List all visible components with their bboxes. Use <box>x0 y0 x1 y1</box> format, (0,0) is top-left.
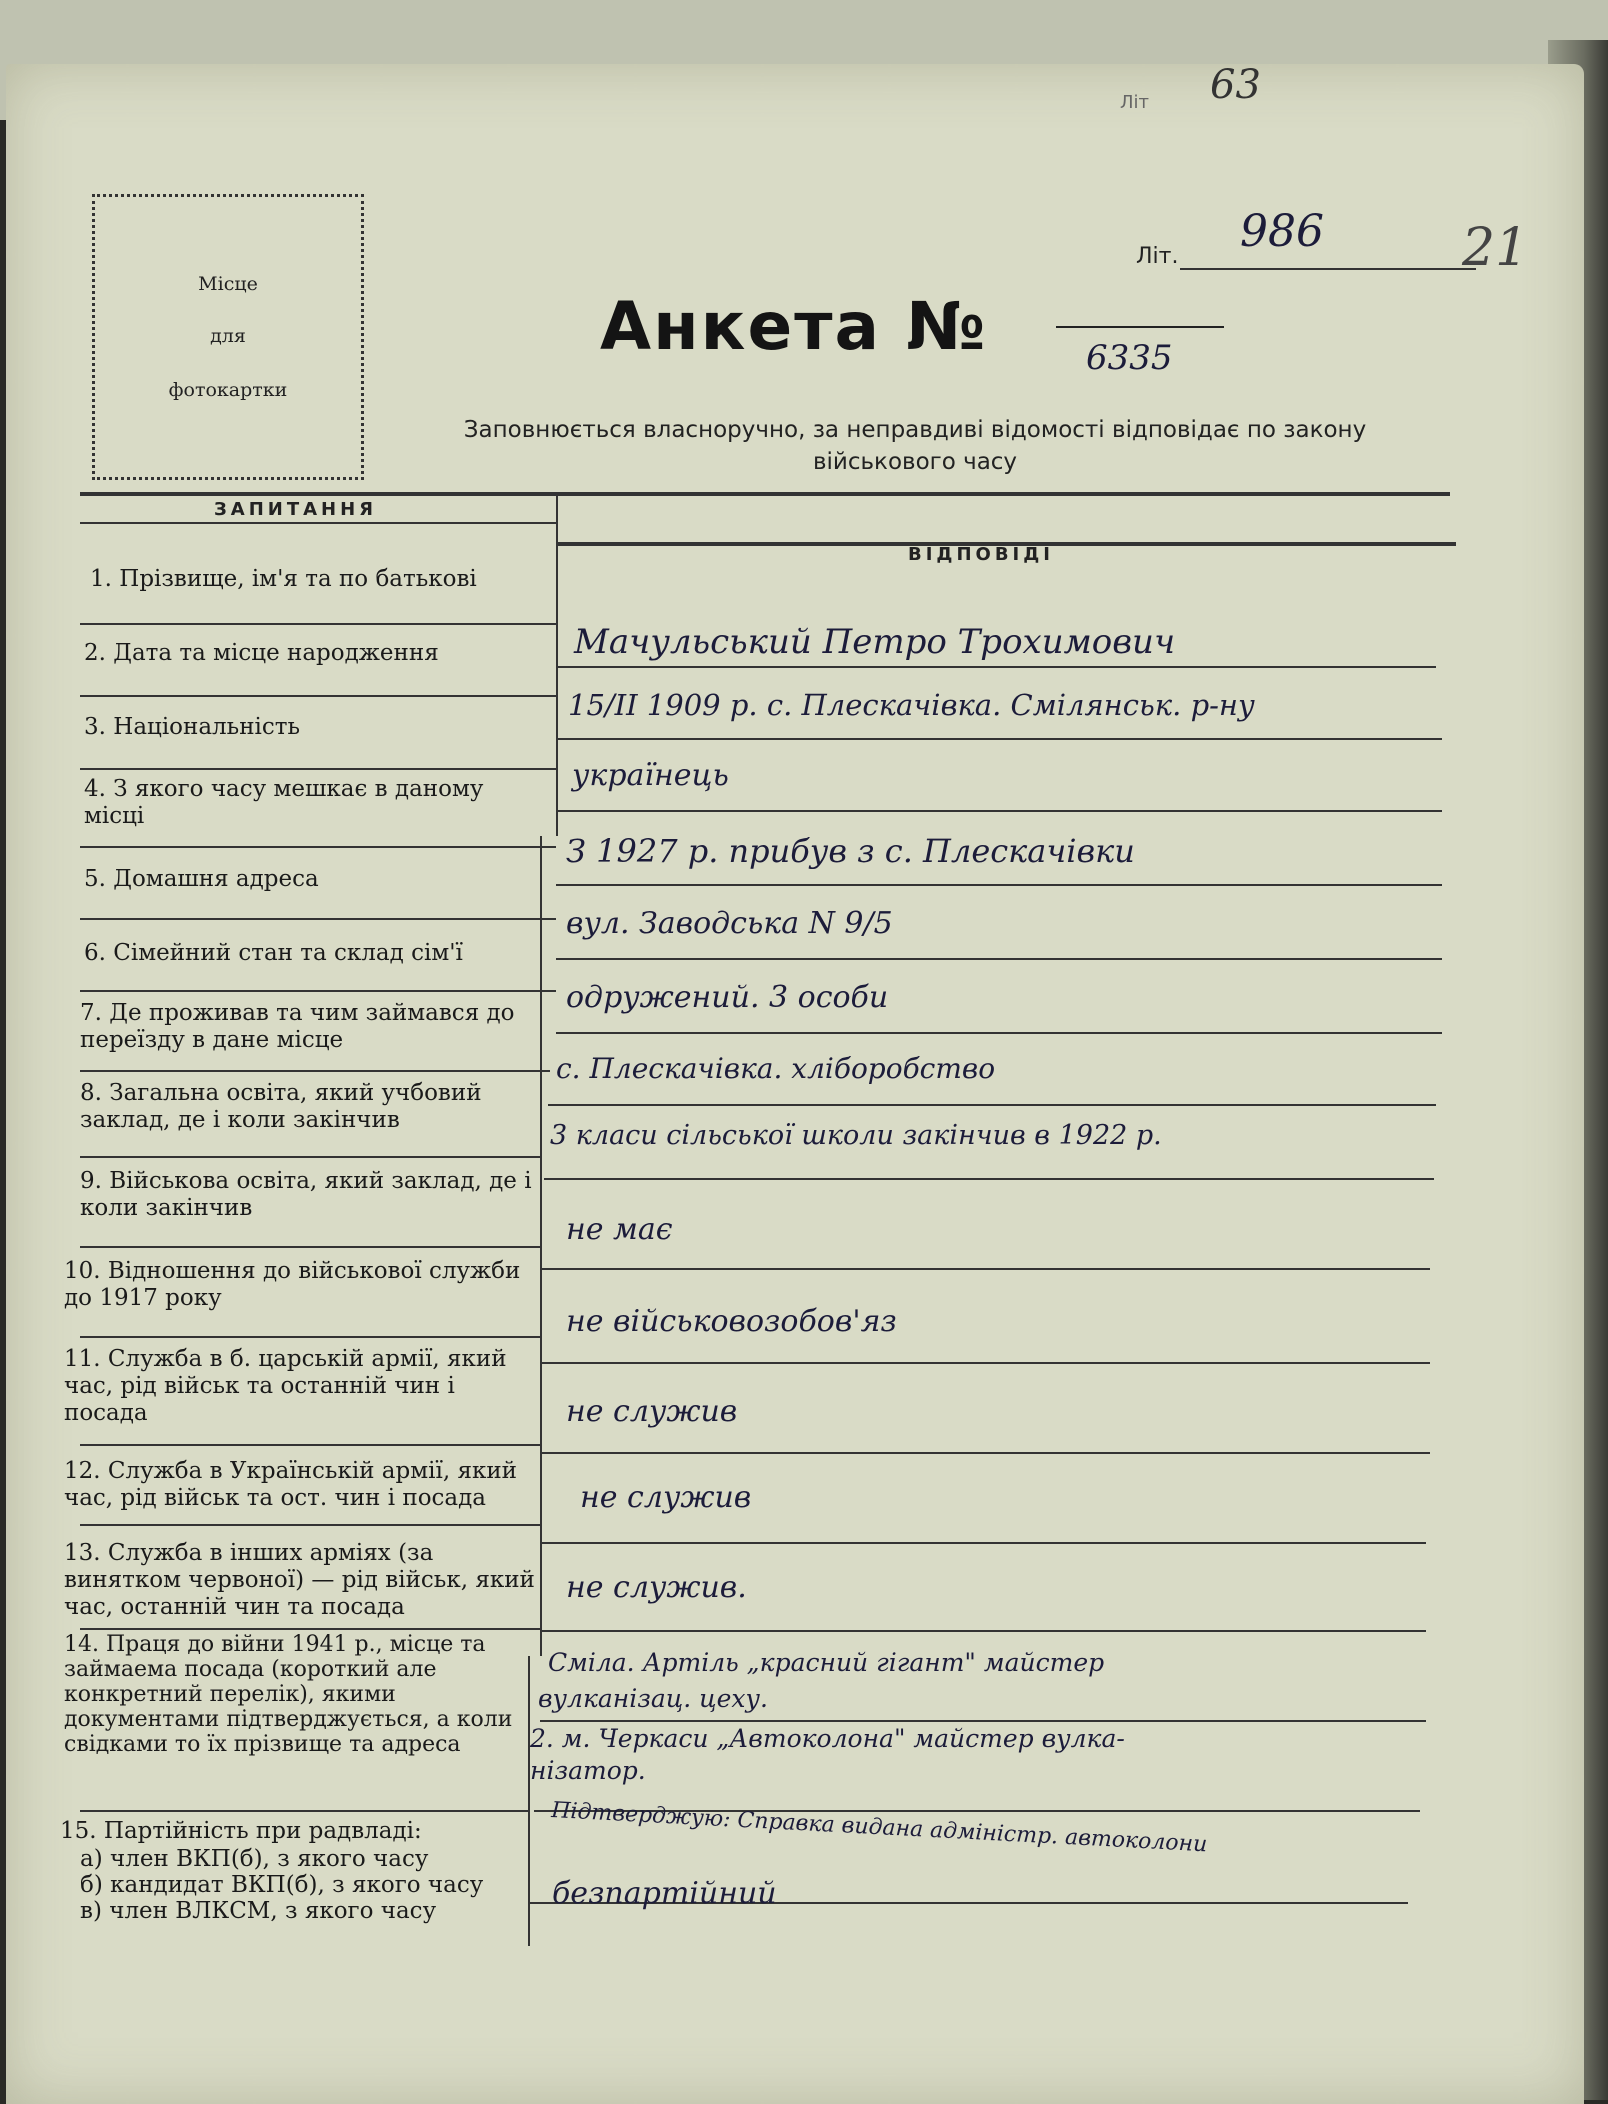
questions-header-rule <box>80 522 556 524</box>
answer-14-line-1: Сміла. Артіль „красний гігант" майстер <box>548 1648 1105 1677</box>
answer-5: вул. Заводська N 9/5 <box>566 906 893 941</box>
answer-line-1 <box>556 666 1436 668</box>
answer-14-line-5: Підтверджую: Справка видана адміністр. автоколони <box>550 1798 1208 1858</box>
question-3: 3. Національність <box>84 714 301 740</box>
lit-extra: 21 <box>1462 218 1529 278</box>
lit-value: 986 <box>1240 206 1324 257</box>
photo-label-3: фотокартки <box>168 379 288 401</box>
answer-4: З 1927 р. прибув з с. Плескачівки <box>566 832 1135 870</box>
table-top-rule <box>80 492 1450 496</box>
row-rule-q14 <box>80 1810 528 1812</box>
answer-line-10 <box>540 1362 1430 1364</box>
form-subtitle: Заповнюється власноручно, за неправдиві відомості відповідає по закону військового часу <box>463 417 1367 475</box>
answer-2: 15/II 1909 р. с. Плескачівка. Смілянськ. р-ну <box>568 688 1255 722</box>
question-14: 14. Праця до війни 1941 р., місце та займаема посада (короткий але конкретний перелік), якими документами підтверджується, а коли свідками то їх прізвище та адреса <box>64 1632 513 1757</box>
question-15-title: 15. Партійність при радвладі: <box>60 1818 422 1844</box>
question-13: 13. Служба в інших арміях (за винятком червоної) — рід військ, який час, останній чин та посада <box>64 1540 535 1620</box>
question-9: 9. Військова освіта, який заклад, де і коли закінчив <box>80 1168 532 1221</box>
photo-label-1: Місце <box>198 273 258 295</box>
question-10: 10. Відношення до військової служби до 1917 року <box>64 1258 521 1311</box>
answer-line-2 <box>556 738 1442 740</box>
answer-14-line-2: вулканізац. цеху. <box>538 1684 768 1713</box>
row-rule-q4 <box>80 846 556 848</box>
question-1: 1. Прізвище, ім'я та по батькові <box>90 566 477 592</box>
answer-line-4 <box>556 884 1442 886</box>
answer-15: безпартійний <box>552 1876 777 1911</box>
answer-14-line-3: 2. м. Черкаси „Автоколона" майстер вулка- <box>530 1724 1125 1753</box>
question-4: 4. З якого часу мешкає в даному місці <box>84 776 484 829</box>
answer-14-line-4: нізатор. <box>530 1756 646 1785</box>
row-rule-q9 <box>80 1246 542 1248</box>
row-rule-q3 <box>80 768 556 770</box>
photo-placeholder <box>92 194 364 480</box>
row-rule-q2 <box>80 695 556 697</box>
answer-1: Мачульський Петро Трохимович <box>574 622 1176 662</box>
answer-line-12 <box>540 1542 1426 1544</box>
question-15-b: б) кандидат ВКП(б), з якого часу <box>80 1872 484 1898</box>
answer-9: не має <box>566 1212 673 1247</box>
answer-line-6 <box>556 1032 1442 1034</box>
row-rule-q5 <box>80 918 556 920</box>
answer-line-13 <box>540 1630 1426 1632</box>
question-6: 6. Сімейний стан та склад сім'ї <box>84 940 463 966</box>
corner-lit-value: 63 <box>1210 62 1261 108</box>
answer-6: одружений. 3 особи <box>566 980 889 1015</box>
question-11: 11. Служба в б. царській армії, який час, рід військ та останній чин і посада <box>64 1346 507 1426</box>
form-number-underline <box>1056 326 1224 328</box>
answers-column-header: ВІДПОВІДІ <box>908 544 1054 565</box>
answer-line-8 <box>544 1178 1434 1180</box>
row-rule-q13 <box>80 1628 542 1630</box>
answer-12: не служив <box>580 1480 752 1515</box>
answer-line-3 <box>556 810 1442 812</box>
answer-line-5 <box>556 958 1442 960</box>
answer-11: не служив <box>566 1394 738 1429</box>
row-rule-q10 <box>80 1336 542 1338</box>
photo-label-2: для <box>210 325 246 347</box>
answer-line-7 <box>548 1104 1436 1106</box>
question-2: 2. Дата та місце народження <box>84 640 439 666</box>
row-rule-q7 <box>80 1070 550 1072</box>
answer-line-11 <box>540 1452 1430 1454</box>
answer-3: українець <box>572 758 729 793</box>
row-rule-q8 <box>80 1156 542 1158</box>
corner-lit-label: Літ <box>1120 92 1150 113</box>
answer-7: с. Плескачівка. хліборобство <box>556 1052 996 1085</box>
form-number: 6335 <box>1086 338 1173 378</box>
answer-10: не військовозобов'яз <box>566 1304 897 1339</box>
answer-13: не служив. <box>566 1570 747 1605</box>
lit-label: Літ. <box>1136 244 1179 269</box>
question-15-a: а) член ВКП(б), з якого часу <box>80 1846 429 1872</box>
row-rule-q1 <box>80 623 556 625</box>
question-12: 12. Служба в Українській армії, який час, рід військ та ост. чин і посада <box>64 1458 518 1511</box>
answer-line-14 <box>540 1720 1426 1722</box>
question-8: 8. Загальна освіта, який учбовий заклад, де і коли закінчив <box>80 1080 482 1133</box>
lit-underline <box>1180 268 1476 270</box>
question-7: 7. Де проживав та чим займався до переїзду в дане місце <box>80 1000 515 1053</box>
row-rule-q6 <box>80 990 556 992</box>
row-rule-q12 <box>80 1524 542 1526</box>
row-rule-q11 <box>80 1444 542 1446</box>
question-15-c: в) член ВЛКСМ, з якого часу <box>80 1898 437 1924</box>
questions-column-header: ЗАПИТАННЯ <box>214 499 378 520</box>
answer-line-9 <box>540 1268 1430 1270</box>
answer-8: 3 класи сільської школи закінчив в 1922 р. <box>550 1120 1162 1151</box>
question-5: 5. Домашня адреса <box>84 866 319 892</box>
form-title: Анкета № <box>600 288 988 365</box>
